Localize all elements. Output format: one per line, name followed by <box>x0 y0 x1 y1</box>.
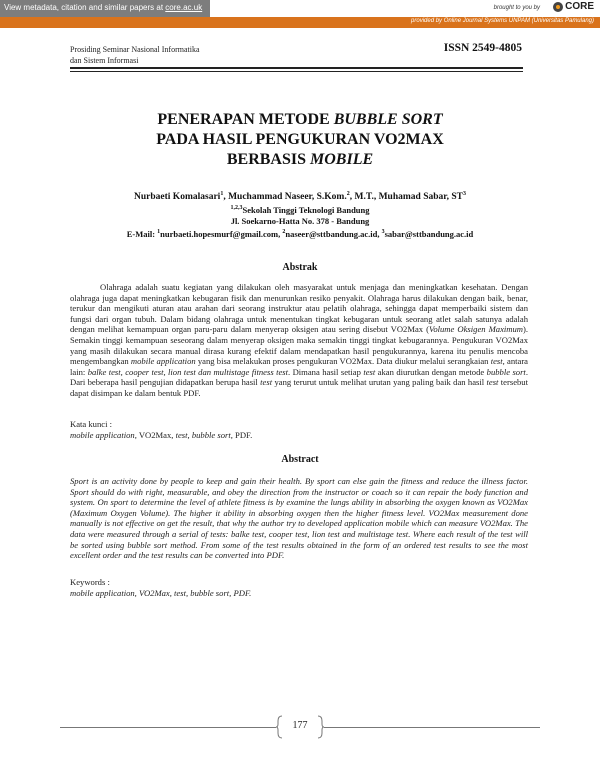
email-1: nurbaeti.hopesmurf@gmail.com, <box>160 229 283 239</box>
core-logo[interactable] <box>553 1 594 12</box>
email-line: E-Mail: $^1$nurbaeti.hopesmurf@gmail.com, $^2$naseer@sttbandung.ac.id, $^3$sabar@sttbandung.ac.id <box>126 229 474 239</box>
keywords-label: Keywords : <box>70 577 110 587</box>
affiliation-address: Jl. Soekarno-Hatta No. 378 - Bandung <box>230 216 370 226</box>
core-site-link[interactable]: core.ac.uk <box>165 3 203 12</box>
abstract-heading: Abstract <box>281 454 319 465</box>
author-list: Nurbaeti Komalasari$^1$, Muchammad Naseer, S.Kom.$^2$, M.T., Muhamad Sabar, $ST^3$ <box>134 190 466 202</box>
abstract-body: Sport is an activity done by people to keep and gain their health. By sport can else gain the fitness and reduce the illness factor. Sport should do with right, measurable, and obey the direction from the instructor or coach so it can repair the body function and system. On sport to determine the level of athlete fitness is by examine the lungs ability in absorbing the oxygen known as VO2Max (Maximum Oxygen Volume). The higher it ability in absorbing oxygen then the higher fitness level. VO2Max measurement done manually is not effective on get the result, that why the author try to developed application mobile which can measure VO2Max. The data were measured through a serial of tests: balke test, cooper test, lion test and multistage test. Where each result of the test will be sorted using bubble sort method. From some of the test results obtained in the form of an ordered test results to see the most excellent order and the test results can be converted into PDF. <box>70 476 528 561</box>
footer-rule-left <box>60 727 276 728</box>
core-logo-text: CORE <box>565 1 594 12</box>
provided-by-link[interactable]: provided by Online Journal Systems UNPAM (Universitas Pamulang) <box>411 18 594 24</box>
affiliation <box>40 205 560 227</box>
abstrak-heading: Abstrak <box>282 262 318 273</box>
author-1: Nurbaeti Komalasari <box>134 192 221 202</box>
title-line-1: PENERAPAN METODE BUBBLE SORT <box>157 111 443 128</box>
page-number: 177 <box>292 720 308 731</box>
kata-kunci-label: Kata kunci : <box>70 419 112 429</box>
provider-strip <box>0 17 600 28</box>
issn-label: ISSN 2549-4805 <box>443 42 522 54</box>
core-logo-icon <box>553 2 563 12</box>
footer-rule-right <box>324 727 540 728</box>
metadata-link-text[interactable]: View metadata, citation and similar papers at core.ac.uk <box>4 3 203 12</box>
title-line-2: PADA HASIL PENGUKURAN VO2MAX <box>156 131 444 148</box>
author-3: Muhamad Sabar, ST <box>378 192 463 202</box>
journal-name-line1: Prosiding Seminar Nasional Informatika <box>70 45 200 54</box>
brought-by-text: brought to you by <box>493 5 540 11</box>
journal-name-line2: dan Sistem Informasi <box>70 56 139 65</box>
title-line-3: BERBASIS MOBILE <box>226 151 374 168</box>
keywords-list: mobile application, VO2Max, test, bubble sort, PDF. <box>70 588 252 598</box>
affiliation-name: $^{1,2,3}$Sekolah Tinggi Teknologi Bandung <box>230 205 370 215</box>
header-rule-thin <box>70 71 523 72</box>
author-2: Muchammad Naseer, S.Kom. <box>228 192 347 202</box>
journal-name <box>70 44 250 66</box>
kata-kunci-list: mobile application, VO2Max, test, bubble sort, PDF. <box>70 430 253 440</box>
core-banner <box>0 0 600 28</box>
email-2: naseer@sttbandung.ac.id, <box>285 229 382 239</box>
abstrak-body: Olahraga adalah suatu kegiatan yang dilakukan oleh masyarakat untuk menjaga dan meningkatkan kesehatan. Dengan olahraga juga dapat meningkatkan kebugaran fisik dan menurunkan resiko penyakit. Olahraga harus dilakukan dengan baik, benar, terukur dan mengikuti aturan atau arahan dari seorang instruktur atau pelatih olahraga, sehingga dapat memperbaiki sistem dan fungsi dari organ tubuh. Dalam bidang olahraga untuk menentukan tingkat kebugaran untuk seorang atlet salah satunya adalah dengan melihat kemampuan organ paru-paru dalam menyerap oksigen atau sering disebut VO2Max (Volume Oksigen Maximum). Semakin tinggi kemampuan seseorang dalam menyerap oksigen maka semakin tinggi tingkat kebugarannya. Pengukuran VO2Max yang masih dilakukan secara manual dirasa kurang efektif dalam mendapatkan hasil pengukurannya, karena itu penulis mencoba mengembangkan mobile application yang bisa melakukan proses pengukuran VO2Max. Data diukur melalui serangkaian test, antara lain: balke test, cooper test, lion test dan multistage fitness test. Dimana hasil setiap test akan diurutkan dengan metode bubble sort. Dari beberapa hasil pengujian didapatkan berupa hasil test yang terurut untuk melihat urutan yang paling baik dan hasil test tersebut dapat disimpan ke dalam bentuk PDF. <box>70 282 528 398</box>
paper-title <box>60 110 540 170</box>
email-3: sabar@sttbandung.ac.id <box>384 229 474 239</box>
metadata-link[interactable] <box>0 0 210 17</box>
header-rule-thick <box>70 67 523 69</box>
